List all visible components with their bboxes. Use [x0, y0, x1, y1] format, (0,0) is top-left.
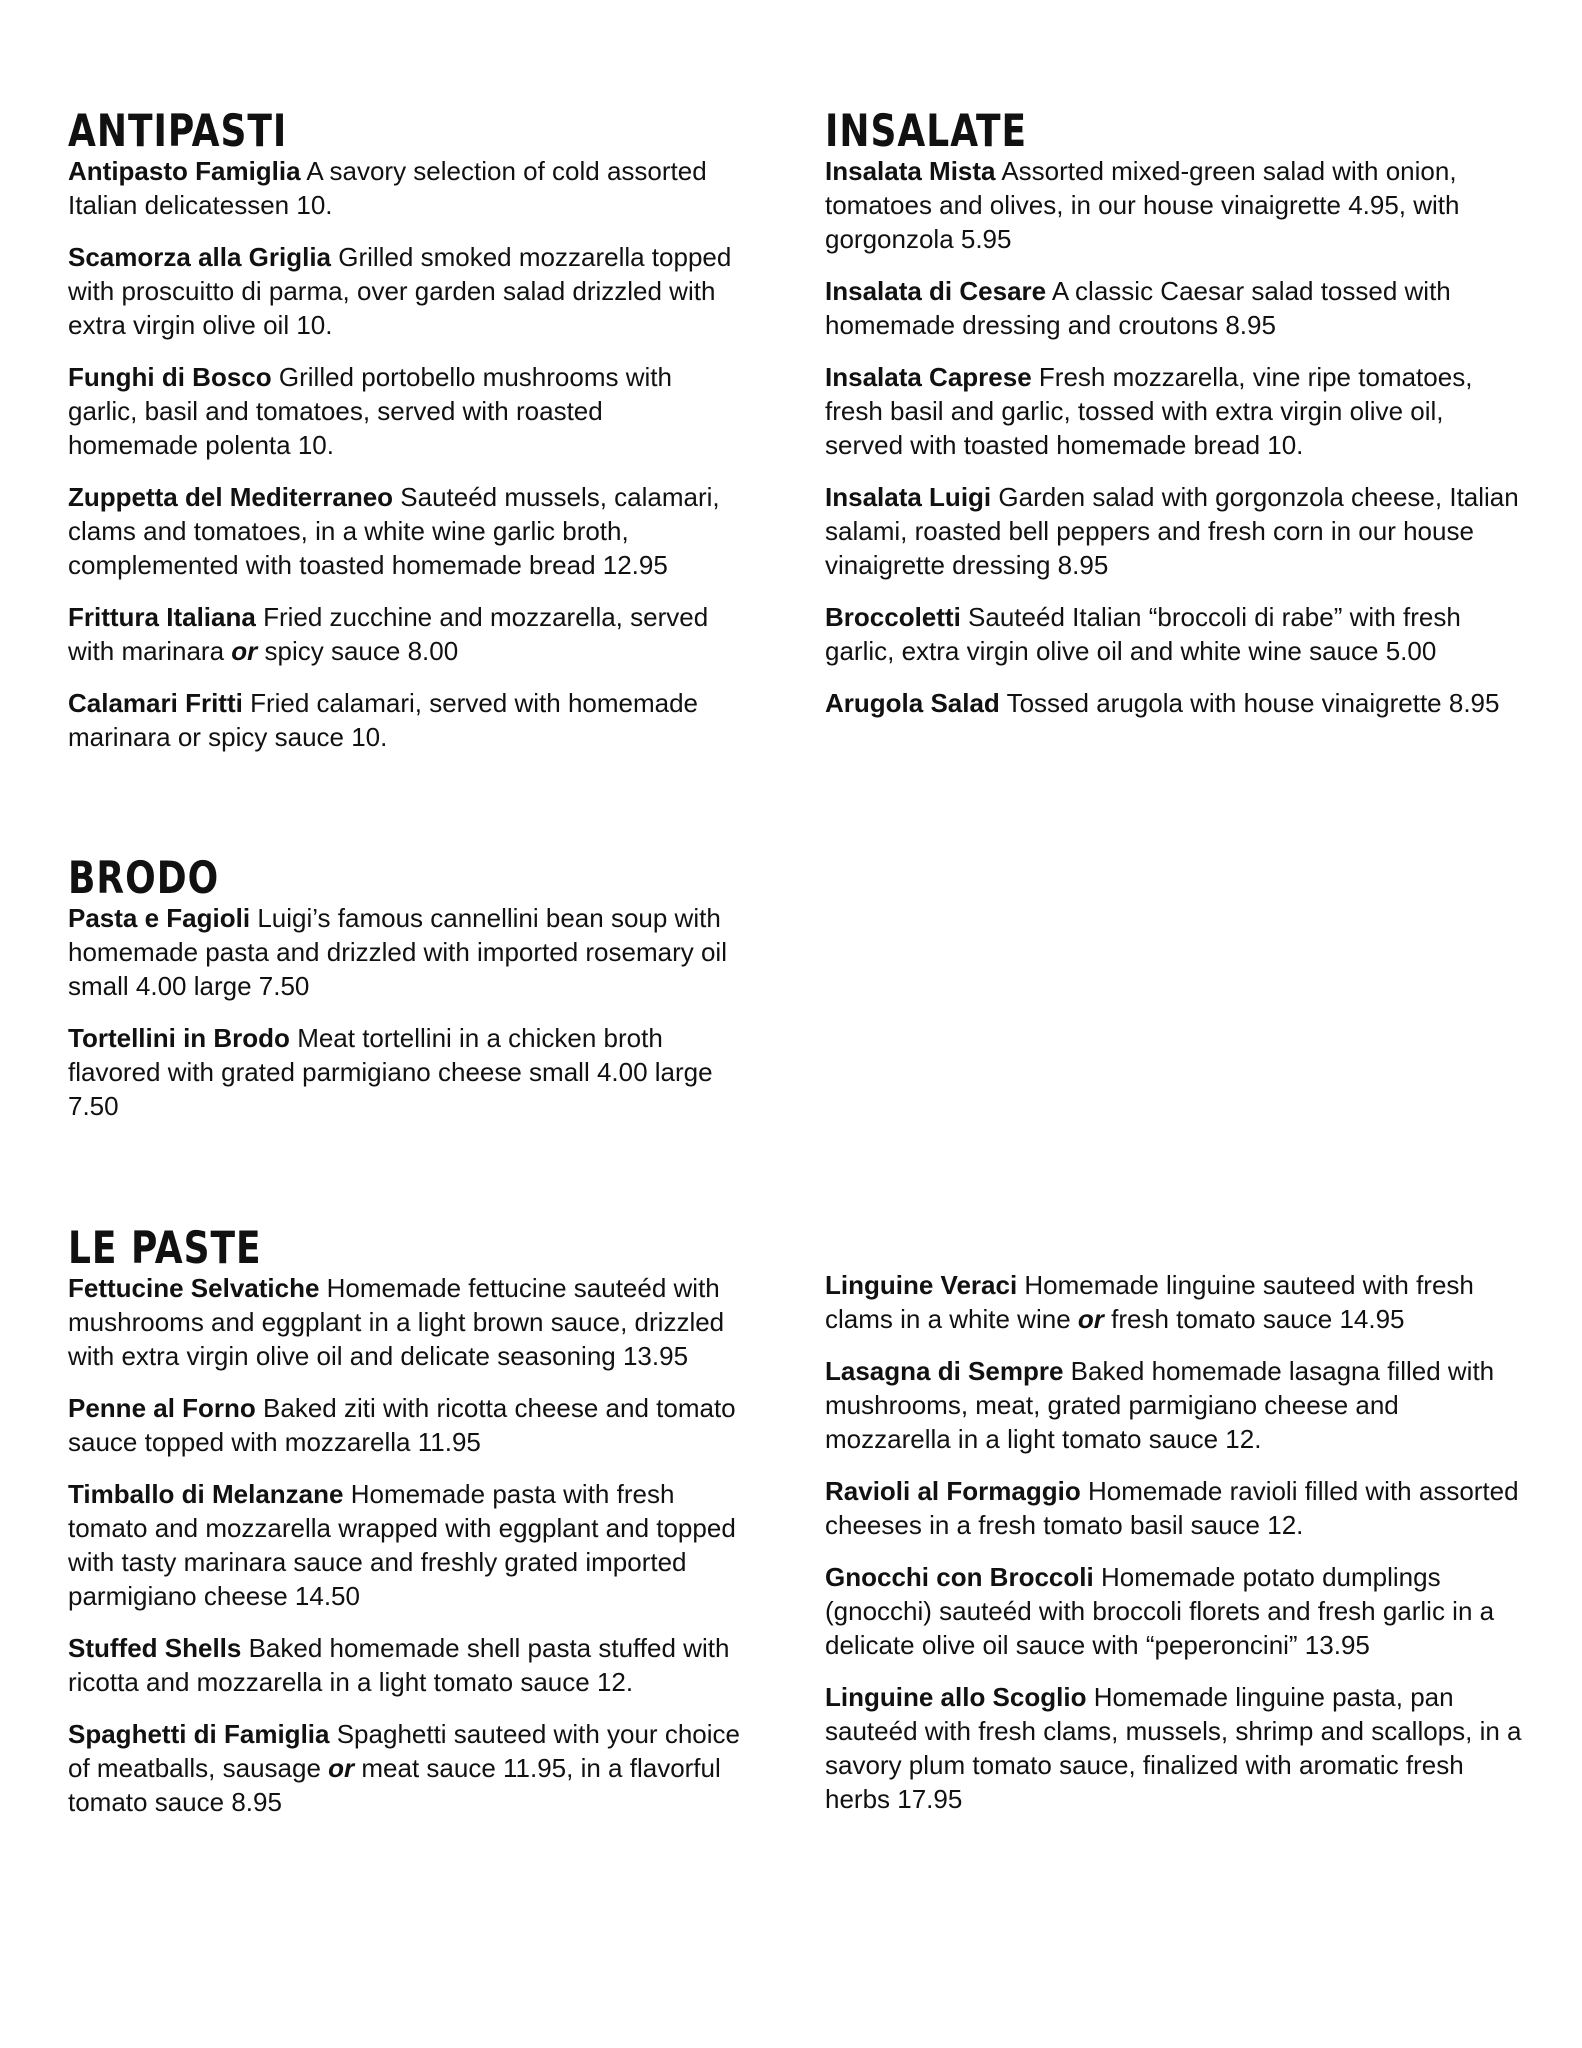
menu-item [825, 1268, 1525, 1336]
menu-item [68, 154, 738, 222]
menu-item-description: Homemade fettucine sauteéd with mushrooms and eggplant in a light brown sauce, drizzled with extra virgin olive oil and delicate seasoning 13.95 [68, 1273, 725, 1371]
menu-item-name: Insalata di Cesare [825, 276, 1047, 306]
menu-item-name: Broccoletti [825, 602, 961, 632]
menu-item [825, 600, 1525, 668]
menu-item-description: Grilled smoked mozzarella topped with proscuitto di parma, over garden salad drizzled with extra virgin olive oil 10. [68, 242, 732, 340]
menu-item-description: Meat tortellini in a chicken broth flavored with grated parmigiano cheese small 4.00 large 7.50 [68, 1023, 713, 1121]
menu-item-description: Homemade pasta with fresh tomato and mozzarella wrapped with eggplant and topped with tasty marinara sauce and freshly grated imported parmigiano cheese 14.50 [68, 1479, 736, 1611]
section-title-brodo: BRODO [68, 852, 220, 905]
menu-item [825, 1474, 1525, 1542]
menu-item-name: Antipasto Famiglia [68, 156, 301, 186]
menu-item-description: Grilled portobello mushrooms with garlic, basil and tomatoes, served with roasted homemade polenta 10. [68, 362, 672, 460]
section-insalate [825, 105, 1525, 738]
menu-item [68, 600, 738, 668]
menu-item-name: Zuppetta del Mediterraneo [68, 482, 394, 512]
menu-item [825, 1680, 1525, 1816]
menu-item-description: Homemade ravioli filled with assorted cheeses in a fresh tomato basil sauce 12. [825, 1476, 1519, 1540]
menu-item-name: Insalata Caprese [825, 362, 1032, 392]
section-title-insalate: INSALATE [825, 105, 1028, 158]
menu-item [68, 1021, 738, 1123]
desc-emphasis: or [328, 1753, 355, 1783]
desc-part: Homemade linguine sauteed with fresh clams in a white wine [825, 1270, 1474, 1334]
menu-item-description: Tossed arugola with house vinaigrette 8.95 [1006, 688, 1500, 718]
menu-item-description: Homemade potato dumplings (gnocchi) sauteéd with broccoli florets and fresh garlic in a delicate olive oil sauce with “peperoncini” 13.95 [825, 1562, 1495, 1660]
desc-part: spicy sauce 8.00 [257, 636, 459, 666]
menu-item-description: Baked ziti with ricotta cheese and tomato sauce topped with mozzarella 11.95 [68, 1393, 736, 1457]
desc-emphasis: or [231, 636, 258, 666]
menu-item [68, 1271, 758, 1373]
menu-item-name: Calamari Fritti [68, 688, 243, 718]
menu-item-description: Garden salad with gorgonzola cheese, Italian salami, roasted bell peppers and fresh corn in our house vinaigrette dressing 8.95 [825, 482, 1519, 580]
menu-item-description: A savory selection of cold assorted Italian delicatessen 10. [68, 156, 707, 220]
section-title-antipasti: ANTIPASTI [68, 105, 288, 158]
menu-item-description: Assorted mixed-green salad with onion, tomatoes and olives, in our house vinaigrette 4.95, with gorgonzola 5.95 [825, 156, 1460, 254]
menu-item-name: Insalata Mista [825, 156, 996, 186]
menu-item-name: Funghi di Bosco [68, 362, 272, 392]
menu-item-name: Penne al Forno [68, 1393, 256, 1423]
menu-item-name: Stuffed Shells [68, 1633, 242, 1663]
menu-item-name: Lasagna di Sempre [825, 1356, 1064, 1386]
menu-item [68, 1717, 758, 1819]
menu-item-description: A classic Caesar salad tossed with homemade dressing and croutons 8.95 [825, 276, 1451, 340]
menu-item [68, 1477, 758, 1613]
menu-item-name: Gnocchi con Broccoli [825, 1562, 1094, 1592]
menu-item-name: Linguine allo Scoglio [825, 1682, 1087, 1712]
menu-item [825, 480, 1525, 582]
section-le-paste-right-column [825, 1268, 1525, 1834]
menu-item-description: Sauteéd mussels, calamari, clams and tomatoes, in a white wine garlic broth, complemented with toasted homemade bread 12.95 [68, 482, 720, 580]
menu-item-name: Arugola Salad [825, 688, 1000, 718]
menu-item-name: Spaghetti di Famiglia [68, 1719, 330, 1749]
menu-item-description: Fresh mozzarella, vine ripe tomatoes, fresh basil and garlic, tossed with extra virgin olive oil, served with toasted homemade bread 10. [825, 362, 1473, 460]
menu-item [825, 154, 1525, 256]
menu-item-name: Timballo di Melanzane [68, 1479, 344, 1509]
menu-item [68, 240, 738, 342]
menu-item [68, 1391, 758, 1459]
section-brodo [68, 852, 738, 1141]
desc-emphasis: or [1077, 1304, 1104, 1334]
menu-item [825, 686, 1525, 720]
menu-item-description: Homemade linguine pasta, pan sauteéd with fresh clams, mussels, shrimp and scallops, in a savory plum tomato sauce, finalized with aromatic fresh herbs 17.95 [825, 1682, 1522, 1814]
menu-item-description: Luigi’s famous cannellini bean soup with homemade pasta and drizzled with imported rosemary oil small 4.00 large 7.50 [68, 903, 727, 1001]
menu-item-description: Baked homemade lasagna filled with mushrooms, meat, grated parmigiano cheese and mozzarella in a light tomato sauce 12. [825, 1356, 1495, 1454]
menu-item [825, 274, 1525, 342]
section-title-le-paste: LE PASTE [68, 1222, 262, 1275]
desc-part: Fried zucchine and mozzarella, served with marinara [68, 602, 709, 666]
menu-item-name: Scamorza alla Griglia [68, 242, 332, 272]
menu-item [68, 360, 738, 462]
menu-item-name: Insalata Luigi [825, 482, 992, 512]
menu-item-description: Fried calamari, served with homemade marinara or spicy sauce 10. [68, 688, 699, 752]
menu-item [68, 901, 738, 1003]
menu-item-description: Baked homemade shell pasta stuffed with ricotta and mozzarella in a light tomato sauce 12. [68, 1633, 730, 1697]
menu-item [825, 1560, 1525, 1662]
section-le-paste [68, 1222, 758, 1837]
menu-item-name: Tortellini in Brodo [68, 1023, 290, 1053]
menu-item-name: Frittura Italiana [68, 602, 256, 632]
desc-part: fresh tomato sauce 14.95 [1103, 1304, 1405, 1334]
menu-item [825, 1354, 1525, 1456]
menu-item [68, 1631, 758, 1699]
menu-item [825, 360, 1525, 462]
menu-item-name: Linguine Veraci [825, 1270, 1018, 1300]
desc-part: meat sauce 11.95, in a flavorful tomato sauce 8.95 [68, 1753, 721, 1817]
menu-item [68, 686, 738, 754]
menu-item-name: Fettucine Selvatiche [68, 1273, 320, 1303]
menu-item-description: Sauteéd Italian “broccoli di rabe” with fresh garlic, extra virgin olive oil and white wine sauce 5.00 [825, 602, 1461, 666]
section-antipasti [68, 105, 738, 772]
menu-item-name: Pasta e Fagioli [68, 903, 251, 933]
desc-part: Spaghetti sauteed with your choice of meatballs, sausage [68, 1719, 740, 1783]
menu-item [68, 480, 738, 582]
menu-item-name: Ravioli al Formaggio [825, 1476, 1081, 1506]
